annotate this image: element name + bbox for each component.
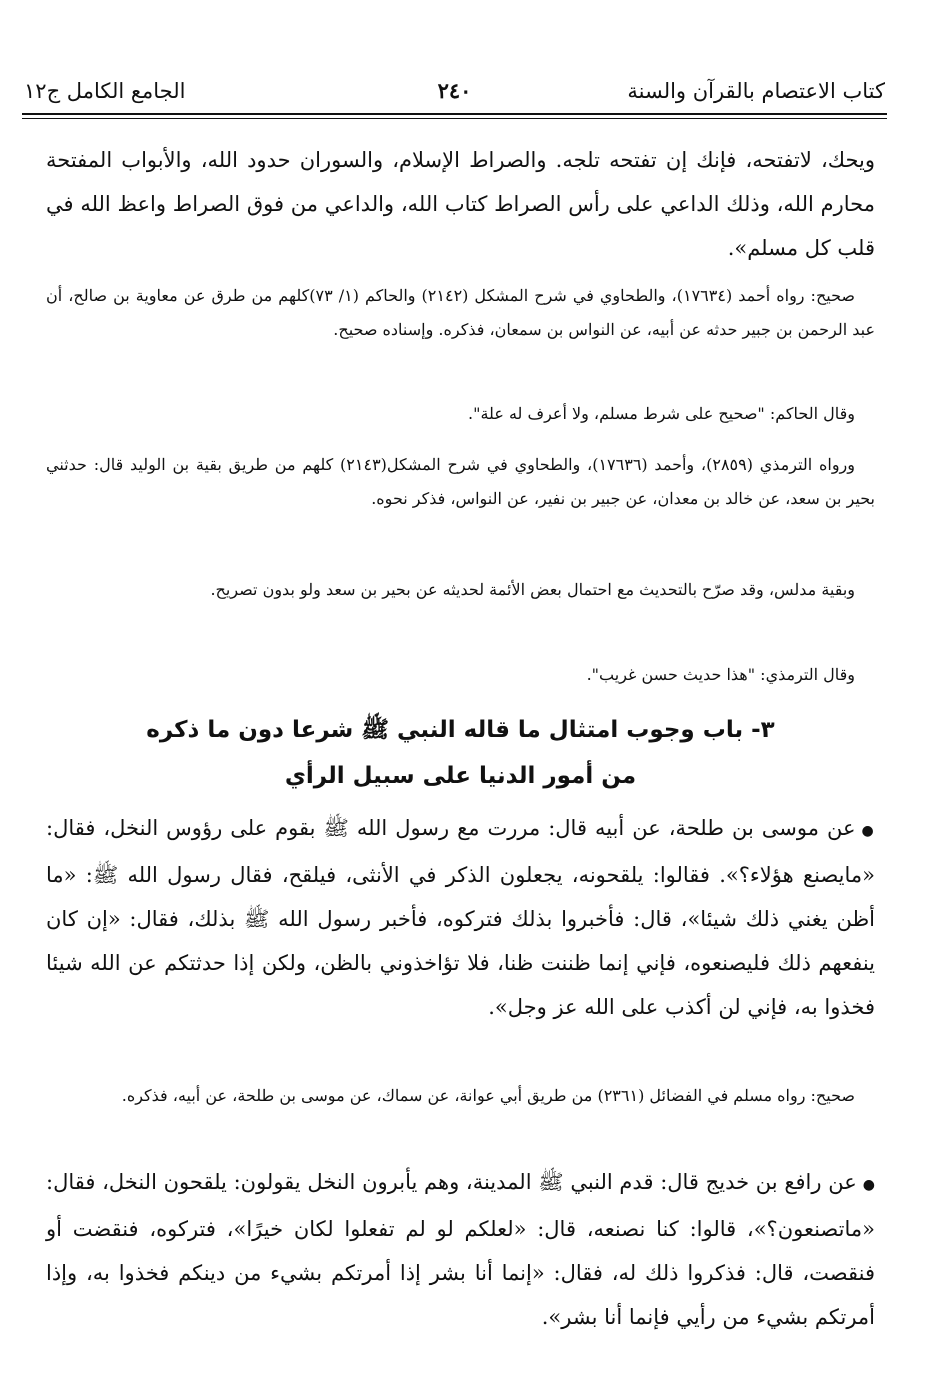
tirmidhi-grading: وقال الترمذي: "هذا حديث حسن غريب". <box>586 665 855 684</box>
page-number: ٢٤٠ <box>437 78 472 103</box>
book-title: كتاب الاعتصام بالقرآن والسنة <box>627 79 885 103</box>
collection-volume: الجامع الكامل ج١٢ <box>24 79 186 103</box>
bullet-icon: ● <box>861 823 875 839</box>
hadith-musa-ibn-talha <box>46 806 875 1029</box>
hadith-text: عن موسى بن طلحة، عن أبيه قال: مررت مع رسول الله ﷺ بقوم على رؤوس النخل، فقال: «مايصنع هؤلاء؟». فقالوا: يلقحونه، يجعلون الذكر في الأنثى، فيلقح، فقال رسول الله ﷺ: «ما أظن يغني ذلك شيئا»، قال: فأخبروا بذلك فتركوه، فأخبر رسول الله ﷺ بذلك، فقال: «إن كان ينفعهم ذلك فليصنعوه، فإني إنما ظننت ظنا، فلا تؤاخذوني بالظن، ولكن إذا حدثتكم عن الله شيئا فخذوا به، فإني لن أكذب على الله عز وجل». <box>46 816 875 1019</box>
tirmidhi-narration-note: ورواه الترمذي (٢٨٥٩)، وأحمد (١٧٦٣٦)، والطحاوي في شرح المشكل(٢١٤٣) كلهم من طريق بقية بن الوليد قال: حدثني بحير بن سعد، عن خالد بن معدان، عن جبير بن نفير، عن النواس، فذكر نحوه. <box>46 455 875 508</box>
header-rule <box>22 113 887 115</box>
takhrij-note-muslim: صحيح: رواه مسلم في الفضائل (٢٣٦١) من طريق أبي عوانة، عن سماك، عن موسى بن طلحة، عن أبيه، فذكره. <box>121 1086 855 1105</box>
chapter-title-line-1: ٣- باب وجوب امتثال ما قاله النبي ﷺ شرعا دون ما ذكره <box>146 717 775 743</box>
bullet-icon: ● <box>862 1177 875 1193</box>
baqiyya-note: وبقية مدلس، وقد صرّح بالتحديث مع احتمال بعض الأئمة لحديثه عن بحير بن سعد ولو بدون تصريح. <box>210 580 855 599</box>
page-header <box>24 76 885 108</box>
hakim-quote: وقال الحاكم: "صحيح على شرط مسلم، ولا أعرف له علة". <box>468 404 855 423</box>
hadith-text: عن رافع بن خديج قال: قدم النبي ﷺ المدينة، وهم يأبرون النخل يقولون: يلقحون النخل، فقال: «ماتصنعون؟»، قالوا: كنا نصنعه، قال: «لعلكم لو لم تفعلوا لكان خيرًا»، فتركوه، فنقضت أو فنقصت، قال: فذكروا ذلك له، فقال: «إنما أنا بشر إذا أمرتكم بشيء من دينكم فخذوا به، وإذا أمرتكم بشيء من رأيي فإنما أنا بشر». <box>46 1170 875 1329</box>
takhrij-note: صحيح: رواه أحمد (١٧٦٣٤)، والطحاوي في شرح المشكل (٢١٤٢) والحاكم (١/ ٧٣)كلهم من طرق عن معاوية بن صالح، أن عبد الرحمن بن جبير حدثه عن أبيه، عن النواس بن سمعان، فذكره. وإسناده صحيح. <box>46 286 875 339</box>
chapter-title-line-2: من أمور الدنيا على سبيل الرأي <box>284 763 637 789</box>
header-rule-thin <box>22 118 887 119</box>
hadith-text-continuation: ويحك، لاتفتحه، فإنك إن تفتحه تلجه. والصراط الإسلام، والسوران حدود الله، والأبواب المفتحة محارم الله، وذلك الداعي على رأس الصراط كتاب الله، والداعي من فوق الصراط واعظ الله في قلب كل مسلم». <box>46 148 875 260</box>
hadith-rafi-ibn-khadij <box>46 1160 875 1339</box>
